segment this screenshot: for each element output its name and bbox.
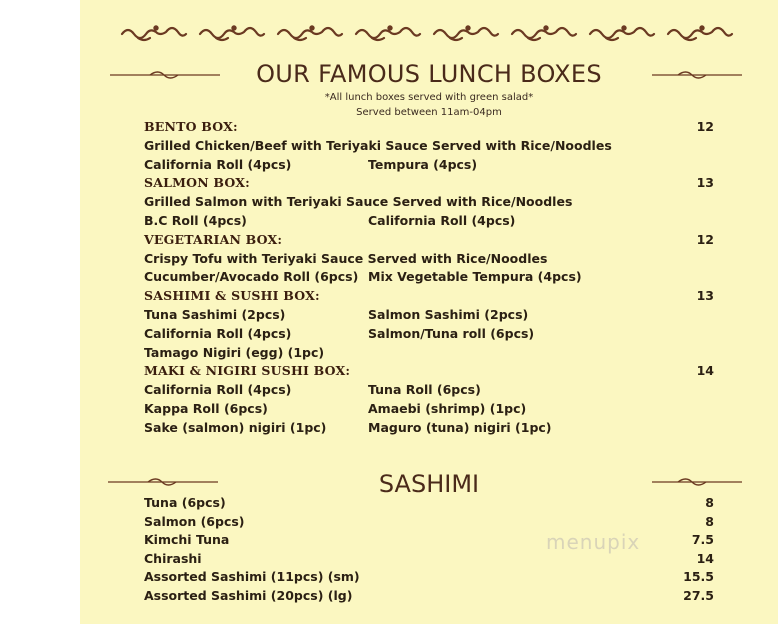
lunch-box-name: MAKI & NIGIRI SUSHI BOX: bbox=[144, 363, 351, 379]
sashimi-item-name: Chirashi bbox=[144, 550, 202, 566]
sashimi-item-name: Assorted Sashimi (20pcs) (lg) bbox=[144, 588, 353, 603]
lunch-box-item: California Roll (4pcs) bbox=[144, 325, 292, 341]
lunch-box-items-row bbox=[144, 345, 714, 363]
lunch-box-name: VEGETARIAN BOX: bbox=[144, 231, 283, 247]
lunch-box-item: Amaebi (shrimp) (1pc) bbox=[368, 401, 527, 416]
salad-note: *All lunch boxes served with green salad* bbox=[324, 92, 534, 103]
sashimi-item bbox=[144, 569, 714, 587]
lunch-box-item: Salmon/Tuna roll (6pcs) bbox=[368, 325, 535, 341]
lunch-box-item: California Roll (4pcs) bbox=[144, 382, 292, 398]
sashimi-title: SASHIMI bbox=[378, 470, 480, 498]
main-dish: Grilled Chicken/Beef with Teriyaki Sauce Served with Rice/Noodles bbox=[144, 137, 612, 153]
lunch-box-items-row bbox=[144, 382, 714, 400]
lunch-box-price: 14 bbox=[696, 363, 714, 379]
sashimi-item-name: Tuna (6pcs) bbox=[144, 495, 226, 510]
lunch-box-item: Tuna Roll (6pcs) bbox=[368, 382, 481, 398]
lunch-box-header bbox=[144, 175, 714, 193]
sashimi-item-price: 15.5 bbox=[683, 569, 714, 585]
lunch-box-name: SALMON BOX: bbox=[144, 175, 250, 191]
lunch-box-items-row bbox=[144, 326, 714, 344]
sashimi-item-name: Salmon (6pcs) bbox=[144, 513, 245, 529]
lunch-box-item: Cucumber/Avocado Roll (6pcs) bbox=[144, 269, 359, 285]
main-dish: Crispy Tofu with Teriyaki Sauce Served with Rice/Noodles bbox=[144, 250, 548, 266]
lunch-box-item: B.C Roll (4pcs) bbox=[144, 213, 247, 228]
lunch-box-items-row bbox=[144, 307, 714, 325]
sashimi-item-price: 27.5 bbox=[683, 588, 714, 603]
lunch-box-items-row bbox=[144, 401, 714, 419]
lunch-box-main bbox=[144, 138, 714, 156]
lunch-box-item: Mix Vegetable Tempura (4pcs) bbox=[368, 269, 582, 285]
lunch-box-price: 12 bbox=[696, 231, 714, 247]
lunch-box-item: Tamago Nigiri (egg) (1pc) bbox=[144, 344, 325, 360]
lunch-box-item: Sake (salmon) nigiri (1pc) bbox=[144, 419, 327, 435]
sashimi-item bbox=[144, 495, 714, 513]
lunch-box-header bbox=[144, 363, 714, 381]
lunch-box-item: California Roll (4pcs) bbox=[144, 156, 292, 172]
lunch-box-name: SASHIMI & SUSHI BOX: bbox=[144, 288, 320, 304]
sashimi-item-price: 8 bbox=[705, 495, 714, 510]
lunch-box-item: Salmon Sashimi (2pcs) bbox=[368, 307, 529, 322]
hours-note: Served between 11am-04pm bbox=[356, 107, 502, 118]
lunch-box-header bbox=[144, 119, 714, 137]
lunch-box-items-row bbox=[144, 157, 714, 175]
watermark: menupix bbox=[546, 530, 641, 554]
main-dish: Grilled Salmon with Teriyaki Sauce Served with Rice/Noodles bbox=[144, 194, 573, 210]
ornamental-border bbox=[120, 22, 740, 44]
sashimi-item bbox=[144, 588, 714, 606]
lunch-box-item: Tuna Sashimi (2pcs) bbox=[144, 307, 286, 322]
sashimi-item-name: Kimchi Tuna bbox=[144, 532, 230, 548]
lunch-box-name: BENTO BOX: bbox=[144, 119, 238, 134]
lunch-box-header bbox=[144, 232, 714, 250]
lunch-box-item: California Roll (4pcs) bbox=[368, 213, 516, 228]
lunch-box-price: 13 bbox=[696, 288, 714, 304]
lunch-box-header bbox=[144, 288, 714, 306]
lunch-box-price: 12 bbox=[696, 119, 714, 134]
lunch-box-items-row bbox=[144, 213, 714, 231]
lunch-box-item: Maguro (tuna) nigiri (1pc) bbox=[368, 419, 552, 435]
lunch-box-main bbox=[144, 194, 714, 212]
lunch-box-item: Kappa Roll (6pcs) bbox=[144, 401, 268, 416]
sashimi-item-price: 8 bbox=[705, 513, 714, 529]
lunch-box-item: Tempura (4pcs) bbox=[368, 156, 478, 172]
sashimi-item-name: Assorted Sashimi (11pcs) (sm) bbox=[144, 569, 360, 585]
lunch-box-items-row bbox=[144, 420, 714, 438]
lunch-box-price: 13 bbox=[696, 175, 714, 191]
sashimi-item-price: 7.5 bbox=[691, 532, 714, 548]
sashimi-item-price: 14 bbox=[696, 550, 714, 566]
page-title: OUR FAMOUS LUNCH BOXES bbox=[256, 60, 602, 88]
lunch-box-items-row bbox=[144, 269, 714, 287]
sashimi-item bbox=[144, 514, 714, 532]
lunch-box-main bbox=[144, 251, 714, 269]
